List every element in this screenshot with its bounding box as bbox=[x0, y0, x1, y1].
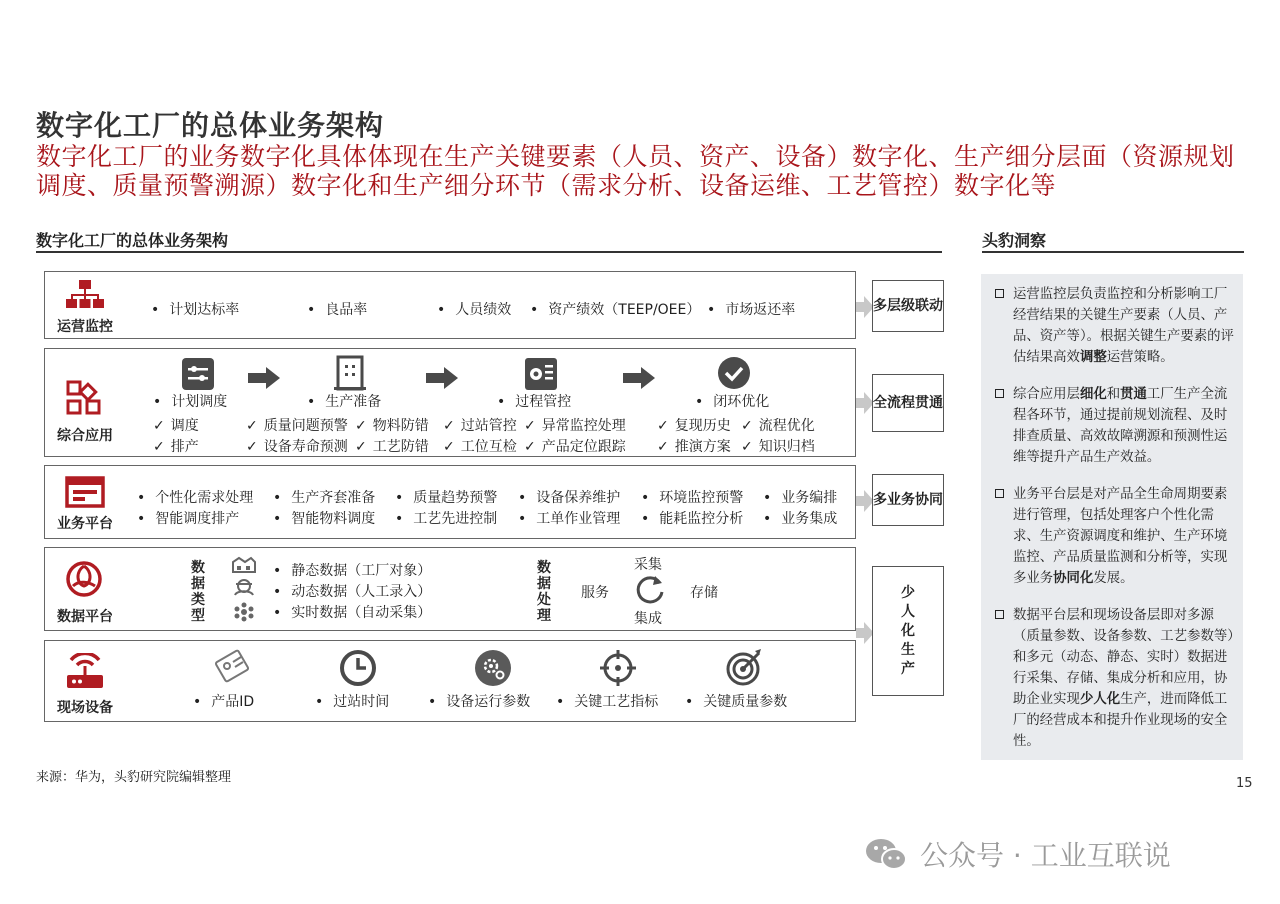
app-check-item: ✓ 知识归档 bbox=[741, 436, 815, 456]
biz-item: • 生产齐套准备 bbox=[273, 487, 375, 507]
biz-item: • 设备保养维护 bbox=[518, 487, 620, 507]
ops-item: • 计划达标率 bbox=[151, 299, 239, 319]
source-note: 来源：华为，头豹研究院编辑整理 bbox=[36, 770, 232, 785]
biz-item: • 智能调度排产 bbox=[137, 508, 239, 528]
app-check-item: ✓ 推演方案 bbox=[657, 436, 731, 456]
side-box-lessstaff: 少人化生产 bbox=[872, 566, 944, 696]
process-store: 存储 bbox=[690, 585, 718, 601]
row-field-equipment bbox=[44, 640, 856, 722]
page-number: 15 bbox=[1236, 776, 1253, 791]
process-integrate: 集成 bbox=[634, 611, 662, 627]
flow-arrow-icon bbox=[623, 367, 655, 393]
app-step-label: • 计划调度 bbox=[153, 391, 227, 411]
app-step-label: • 生产准备 bbox=[307, 391, 381, 411]
row-label-ops: 运营监控 bbox=[57, 319, 113, 335]
left-heading-divider bbox=[36, 251, 942, 253]
flow-arrow-icon bbox=[426, 367, 458, 393]
page-subtitle: 数字化工厂的业务数字化具体体现在生产关键要素（人员、资产、设备）数字化、生产细分层面（资源规划调度、质量预警溯源）数字化和生产细分环节（需求分析、设备运维、工艺管控）数字化等 bbox=[36, 142, 1235, 200]
dashboard-window-icon bbox=[65, 476, 105, 512]
ops-item: • 良品率 bbox=[307, 299, 367, 319]
ops-item: • 资产绩效（TEEP/OEE） bbox=[530, 299, 700, 319]
side-box-multilevel: 多层级联动 bbox=[872, 280, 944, 332]
row-label-app: 综合应用 bbox=[57, 428, 113, 444]
process-collect: 采集 bbox=[634, 557, 662, 573]
insight-item: 业务平台层是对产品全生命周期要素进行管理，包括处理客户个性化需求、生产资源调度和维护、生产环境监控、产品质量监测和分析等，实现多业务协同化发展。 bbox=[995, 484, 1235, 589]
process-service: 服务 bbox=[581, 585, 609, 601]
field-item: • 关键质量参数 bbox=[685, 691, 787, 711]
sliders-icon bbox=[181, 357, 215, 395]
page-title: 数字化工厂的总体业务架构 bbox=[36, 109, 385, 142]
clock-icon bbox=[339, 649, 377, 691]
row-label-biz: 业务平台 bbox=[57, 516, 113, 532]
app-step-label: • 闭环优化 bbox=[695, 391, 769, 411]
field-item: • 过站时间 bbox=[315, 691, 389, 711]
checkbox-bullet-icon bbox=[995, 289, 1004, 298]
biz-item: • 工艺先进控制 bbox=[395, 508, 497, 528]
data-type-label: 数据类型 bbox=[191, 560, 205, 624]
side-box-fullflow: 全流程贯通 bbox=[872, 374, 944, 432]
right-section-heading: 头豹洞察 bbox=[982, 231, 1047, 250]
gear-icon bbox=[474, 649, 512, 691]
app-check-item: ✓ 设备寿命预测 bbox=[246, 436, 348, 456]
check-circle-icon bbox=[717, 356, 751, 394]
app-check-item: ✓ 工位互检 bbox=[443, 436, 517, 456]
biz-item: • 个性化需求处理 bbox=[137, 487, 253, 507]
chip-icon bbox=[523, 357, 559, 395]
row-business-platform bbox=[44, 465, 856, 539]
ops-item: • 市场返还率 bbox=[707, 299, 795, 319]
data-type-item: • 动态数据（人工录入） bbox=[273, 581, 431, 601]
app-step-label: • 过程管控 bbox=[497, 391, 571, 411]
field-item: • 设备运行参数 bbox=[428, 691, 530, 711]
ops-item: • 人员绩效 bbox=[437, 299, 511, 319]
router-icon bbox=[65, 653, 105, 695]
insight-item: 数据平台层和现场设备层即对多源（质量参数、设备参数、工艺参数等）和多元（动态、静态、实时）数据进行采集、存储、集成分析和应用，协助企业实现少人化生产，进而降低工厂的经营成本和提升作业现场的安全性。 bbox=[995, 605, 1235, 752]
data-process-label: 数据处理 bbox=[537, 560, 551, 624]
biz-item: • 业务集成 bbox=[763, 508, 837, 528]
data-type-item: • 实时数据（自动采集） bbox=[273, 602, 431, 622]
cycle-icon bbox=[633, 572, 667, 610]
insight-item: 综合应用层细化和贯通工厂生产全流程各环节，通过提前规划流程、及时排查质量、高效故障溯源和预测性运维等提升产品生产效益。 bbox=[995, 384, 1235, 468]
app-check-item: ✓ 复现历史 bbox=[657, 415, 731, 435]
flow-arrow-icon bbox=[248, 367, 280, 393]
app-check-item: ✓ 质量问题预警 bbox=[246, 415, 348, 435]
biz-item: • 质量趋势预警 bbox=[395, 487, 497, 507]
crosshair-icon bbox=[599, 649, 637, 691]
checkbox-bullet-icon bbox=[995, 610, 1004, 619]
insight-item: 运营监控层负责监控和分析影响工厂经营结果的关键生产要素（人员、产品、资产等）。根据关键生产要素的评估结果高效调整运营策略。 bbox=[995, 284, 1235, 368]
worker-icon bbox=[231, 578, 257, 600]
wechat-icon bbox=[864, 836, 908, 872]
biz-item: • 智能物料调度 bbox=[273, 508, 375, 528]
biz-item: • 环境监控预警 bbox=[641, 487, 743, 507]
checkbox-bullet-icon bbox=[995, 389, 1004, 398]
checkbox-bullet-icon bbox=[995, 489, 1004, 498]
row-label-data: 数据平台 bbox=[57, 609, 113, 625]
org-chart-icon bbox=[65, 278, 105, 314]
side-box-multibiz: 多业务协同 bbox=[872, 474, 944, 526]
biz-item: • 能耗监控分析 bbox=[641, 508, 743, 528]
app-check-item: ✓ 物料防错 bbox=[355, 415, 429, 435]
apps-grid-icon bbox=[65, 379, 103, 421]
app-check-item: ✓ 调度 bbox=[153, 415, 199, 435]
left-section-heading: 数字化工厂的总体业务架构 bbox=[36, 231, 229, 250]
app-check-item: ✓ 产品定位跟踪 bbox=[524, 436, 626, 456]
row-data-platform bbox=[44, 547, 856, 631]
field-item: • 关键工艺指标 bbox=[556, 691, 658, 711]
app-check-item: ✓ 异常监控处理 bbox=[524, 415, 626, 435]
row-ops-monitoring bbox=[44, 271, 856, 339]
id-tag-icon bbox=[213, 649, 253, 689]
biz-item: • 业务编排 bbox=[763, 487, 837, 507]
target-icon bbox=[725, 647, 765, 691]
field-item: • 产品ID bbox=[193, 691, 254, 711]
row-integrated-app bbox=[44, 348, 856, 457]
watermark bbox=[864, 834, 1171, 874]
app-check-item: ✓ 流程优化 bbox=[741, 415, 815, 435]
building-icon bbox=[333, 355, 367, 395]
app-check-item: ✓ 排产 bbox=[153, 436, 199, 456]
factory-icon bbox=[231, 556, 257, 578]
app-check-item: ✓ 过站管控 bbox=[443, 415, 517, 435]
app-check-item: ✓ 工艺防错 bbox=[355, 436, 429, 456]
data-swirl-icon bbox=[65, 560, 103, 602]
biz-item: • 工单作业管理 bbox=[518, 508, 620, 528]
right-heading-divider bbox=[982, 251, 1244, 253]
automation-icon bbox=[233, 602, 255, 626]
data-type-item: • 静态数据（工厂对象） bbox=[273, 560, 431, 580]
insights-panel bbox=[981, 274, 1243, 760]
watermark-text: 公众号 · 工业互联说 bbox=[920, 839, 1171, 872]
row-label-field: 现场设备 bbox=[57, 700, 113, 716]
